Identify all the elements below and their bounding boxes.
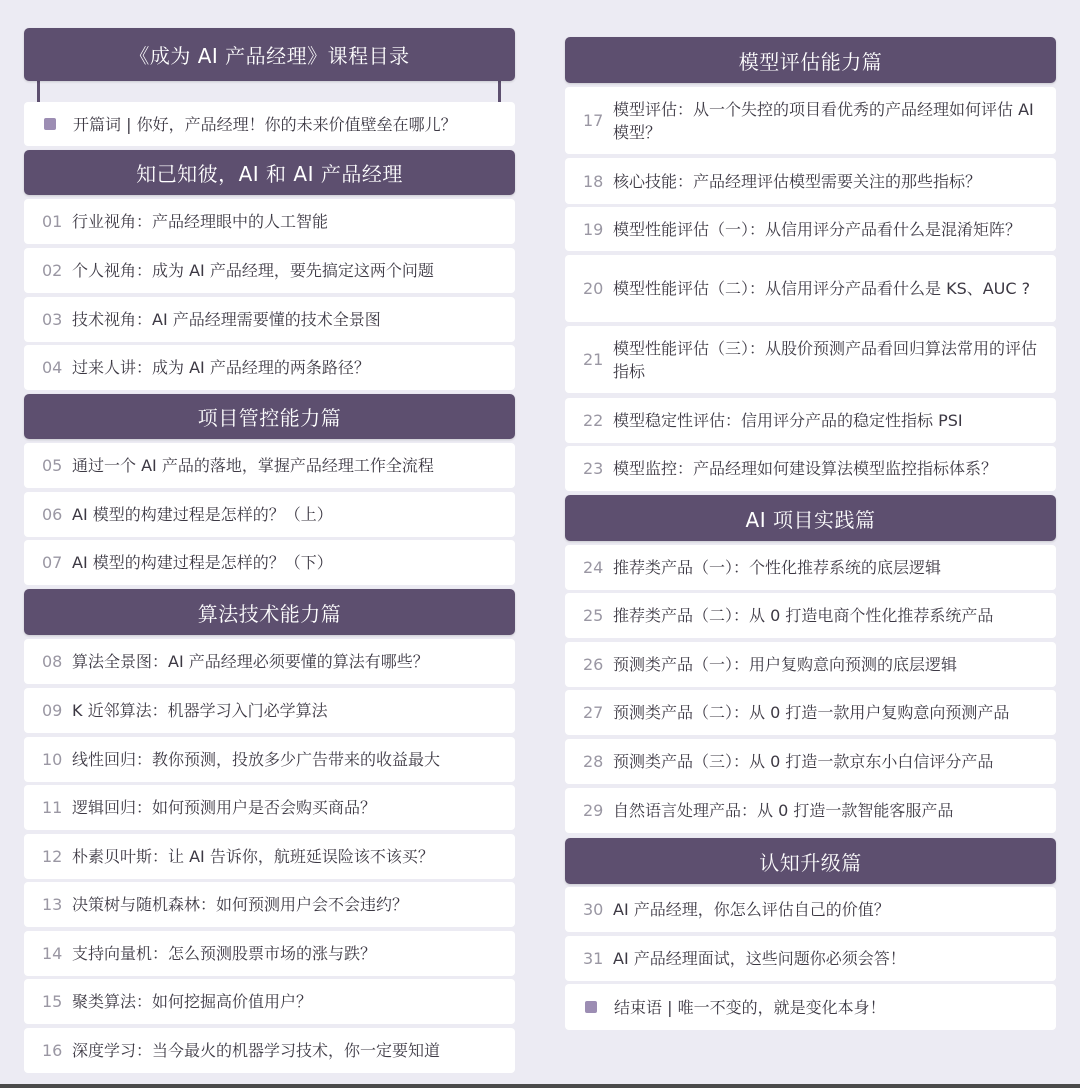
left-column	[24, 0, 515, 1088]
item-number: 21	[583, 350, 604, 369]
right-column	[565, 0, 1056, 1088]
list-item[interactable]	[565, 593, 1056, 638]
item-number: 03	[42, 310, 63, 329]
list-item[interactable]	[24, 785, 515, 830]
item-number: 27	[583, 703, 604, 722]
item-number: 01	[42, 212, 63, 231]
item-title: 推荐类产品（一）：个性化推荐系统的底层逻辑	[613, 558, 942, 577]
item-title: 模型稳定性评估：信用评分产品的稳定性指标 PSI	[613, 411, 963, 430]
list-item[interactable]	[24, 1028, 515, 1073]
item-title: 个人视角：成为 AI 产品经理，要先搞定这两个问题	[72, 261, 434, 280]
item-number: 30	[583, 900, 604, 919]
item-number: 07	[42, 553, 63, 572]
item-title: 推荐类产品（二）：从 0 打造电商个性化推荐系统产品	[613, 606, 994, 625]
intro-item[interactable]	[24, 102, 515, 146]
item-title: 模型性能评估（二）：从信用评分产品看什么是 KS、AUC ?	[613, 279, 1031, 298]
item-number: 28	[583, 752, 604, 771]
list-item[interactable]	[24, 882, 515, 927]
list-item[interactable]	[24, 248, 515, 293]
item-number: 05	[42, 456, 63, 475]
list-item[interactable]	[565, 398, 1056, 443]
item-number: 20	[583, 279, 604, 298]
item-number: 24	[583, 558, 604, 577]
item-title: K 近邻算法：机器学习入门必学算法	[72, 701, 328, 720]
item-number: 17	[583, 111, 604, 130]
section-header-5: AI 项目实践篇	[565, 495, 1056, 541]
list-item[interactable]	[24, 297, 515, 342]
section-header-3: 算法技术能力篇	[24, 589, 515, 635]
item-number: 06	[42, 505, 63, 524]
list-item[interactable]	[24, 834, 515, 879]
item-number: 13	[42, 895, 63, 914]
list-item[interactable]	[565, 326, 1056, 393]
item-title: AI 模型的构建过程是怎样的？（上）	[72, 505, 333, 524]
item-number: 08	[42, 652, 63, 671]
item-number: 10	[42, 750, 63, 769]
item-title: 算法全景图：AI 产品经理必须要懂的算法有哪些？	[72, 652, 429, 671]
list-item[interactable]	[565, 446, 1056, 491]
list-item[interactable]	[565, 207, 1056, 251]
item-number: 29	[583, 801, 604, 820]
item-number: 02	[42, 261, 63, 280]
list-item[interactable]	[24, 737, 515, 782]
list-item[interactable]	[24, 443, 515, 488]
item-title: 模型监控：产品经理如何建设算法模型监控指标体系？	[613, 459, 998, 478]
item-title: 行业视角：产品经理眼中的人工智能	[72, 212, 329, 231]
item-title: 过来人讲：成为 AI 产品经理的两条路径？	[72, 358, 370, 377]
item-title: AI 产品经理面试，这些问题你必须会答！	[613, 949, 906, 968]
item-number: 19	[583, 219, 604, 239]
course-title: 《成为 AI 产品经理》课程目录	[24, 28, 515, 81]
item-title: 线性回归：教你预测，投放多少广告带来的收益最大	[72, 750, 441, 769]
item-number: 18	[583, 171, 604, 191]
item-number: 04	[42, 358, 63, 377]
list-item[interactable]	[24, 931, 515, 976]
outro-item[interactable]	[565, 984, 1056, 1030]
item-number: 16	[42, 1041, 63, 1060]
section-header-1: 知己知彼，AI 和 AI 产品经理	[24, 150, 515, 195]
item-title: 决策树与随机森林：如何预测用户会不会违约？	[72, 895, 409, 914]
item-number: 23	[583, 459, 604, 478]
section-header-2: 项目管控能力篇	[24, 394, 515, 439]
item-number: 14	[42, 944, 63, 963]
list-item[interactable]	[24, 199, 515, 244]
outro-text: 结束语 | 唯一不变的，就是变化本身！	[614, 997, 886, 1017]
item-title: 预测类产品（一）：用户复购意向预测的底层逻辑	[613, 655, 958, 674]
item-title: AI 模型的构建过程是怎样的？（下）	[72, 553, 333, 572]
item-title: 技术视角：AI 产品经理需要懂的技术全景图	[72, 310, 381, 329]
item-title: 支持向量机：怎么预测股票市场的涨与跌？	[72, 944, 377, 963]
list-item[interactable]	[565, 936, 1056, 981]
item-title: 预测类产品（二）：从 0 打造一款用户复购意向预测产品	[613, 703, 1010, 722]
section-header-6: 认知升级篇	[565, 838, 1056, 884]
item-title: AI 产品经理，你怎么评估自己的价值？	[613, 900, 890, 919]
list-item[interactable]	[565, 545, 1056, 590]
item-title: 自然语言处理产品：从 0 打造一款智能客服产品	[613, 801, 954, 820]
list-item[interactable]	[565, 87, 1056, 154]
item-number: 25	[583, 606, 604, 625]
list-item[interactable]	[24, 492, 515, 537]
item-title: 朴素贝叶斯：让 AI 告诉你，航班延误险该不该买？	[72, 847, 434, 866]
list-item[interactable]	[565, 642, 1056, 687]
bottom-divider	[0, 1084, 1080, 1088]
item-number: 26	[583, 655, 604, 674]
section-header-4: 模型评估能力篇	[565, 37, 1056, 83]
intro-text: 开篇词 | 你好，产品经理！你的未来价值壁垒在哪儿？	[73, 114, 457, 134]
list-item[interactable]	[24, 639, 515, 684]
list-item[interactable]	[24, 979, 515, 1024]
list-item[interactable]	[565, 739, 1056, 784]
list-item[interactable]	[565, 887, 1056, 932]
list-item[interactable]	[565, 158, 1056, 204]
item-title: 逻辑回归：如何预测用户是否会购买商品？	[72, 798, 377, 817]
item-title: 聚类算法：如何挖掘高价值用户？	[72, 992, 313, 1011]
item-title: 模型评估：从一个失控的项目看优秀的产品经理如何评估 AI 模型？	[613, 99, 1034, 142]
item-title: 核心技能：产品经理评估模型需要关注的那些指标？	[613, 171, 982, 191]
item-number: 22	[583, 411, 604, 430]
item-title: 预测类产品（三）：从 0 打造一款京东小白信评分产品	[613, 752, 994, 771]
item-number: 15	[42, 992, 63, 1011]
bullet-square-icon	[585, 1001, 597, 1013]
item-number: 12	[42, 847, 63, 866]
list-item[interactable]	[565, 255, 1056, 322]
item-title: 深度学习：当今最火的机器学习技术，你一定要知道	[72, 1041, 441, 1060]
item-title: 模型性能评估（一）：从信用评分产品看什么是混淆矩阵？	[613, 219, 1022, 239]
item-title: 模型性能评估（三）：从股价预测产品看回归算法常用的评估指标	[613, 338, 1038, 381]
item-number: 31	[583, 949, 604, 968]
list-item[interactable]	[24, 345, 515, 390]
list-item[interactable]	[24, 540, 515, 585]
list-item[interactable]	[565, 788, 1056, 833]
bullet-square-icon	[44, 118, 56, 130]
item-number: 11	[42, 798, 63, 817]
item-number: 09	[42, 701, 63, 720]
item-title: 通过一个 AI 产品的落地，掌握产品经理工作全流程	[72, 456, 434, 475]
list-item[interactable]	[565, 690, 1056, 735]
list-item[interactable]	[24, 688, 515, 733]
